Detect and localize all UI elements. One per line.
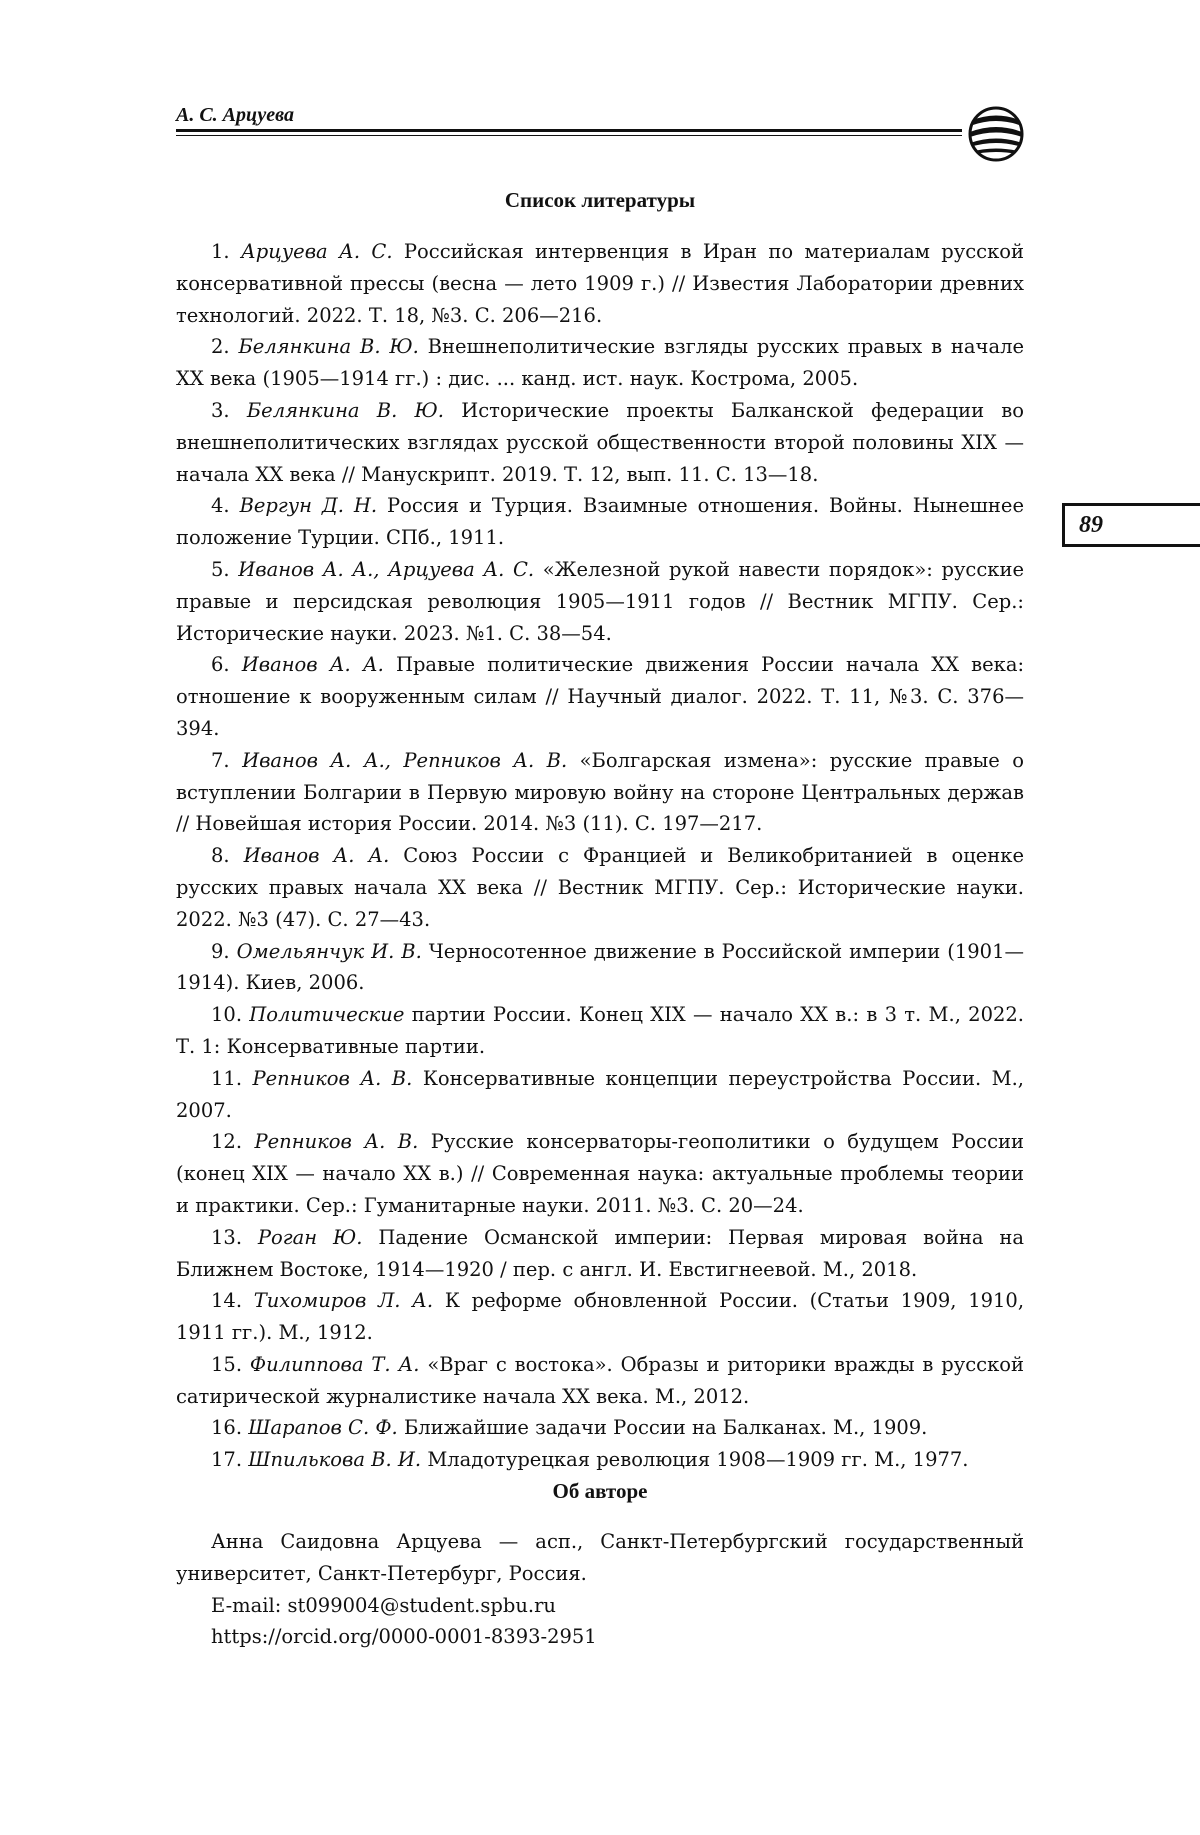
author-email: E-mail: st099004@student.spbu.ru — [211, 1593, 556, 1617]
reference-item: 15. Филиппова Т. А. «Враг с востока». Образы и риторики вражды в русской сатирической журналистике начала XX века. М., 2012. — [176, 1352, 1025, 1408]
reference-item: 17. Шпилькова В. И. Младотурецкая революция 1908—1909 гг. М., 1977. — [211, 1448, 969, 1472]
reference-item: 6. Иванов А. А. Правые политические движения России начала XX века: отношение к вооруженным силам // Научный диалог. 2022. Т. 11, №3. С. 376—394. — [176, 653, 1025, 740]
reference-author: Политические — [249, 1003, 405, 1027]
header-rule-thin — [176, 135, 962, 136]
reference-item: 12. Репников А. В. Русские консерваторы-геополитики о будущем России (конец XIX — начало XX в.) // Современная наука: актуальные проблемы теории и практики. Сер.: Гуманитарные науки. 2011. №3. С. 20—24. — [176, 1130, 1025, 1217]
page-number: 89 — [1079, 511, 1103, 538]
reference-item: 9. Омельянчук И. В. Черносотенное движение в Российской империи (1901—1914). Киев, 2006. — [176, 939, 1024, 995]
reference-item: 1. Арцуева А. С. Российская интервенция в Иран по материалам русской консервативной прессы (весна — лето 1909 г.) // Известия Лаборатории древних технологий. 2022. Т. 18, №3. С. 206—216. — [176, 240, 1025, 327]
about-author-section — [176, 1526, 1024, 1653]
reference-item: 3. Белянкина В. Ю. Исторические проекты Балканской федерации во внешнеполитических взглядах русской общественности второй половины XIX — начала XX века // Манускрипт. 2019. Т. 12, вып. 11. С. 13—18. — [176, 398, 1024, 486]
reference-author: Филиппова Т. А. — [249, 1352, 420, 1376]
reference-list — [176, 236, 1024, 1476]
reference-author: Иванов А. А. — [243, 844, 390, 868]
waves-sphere-logo-icon — [966, 104, 1026, 164]
reference-author: Иванов А. А., Арцуева А. С. — [238, 557, 535, 581]
author-orcid-link[interactable]: https://orcid.org/0000-0001-8393-2951 — [211, 1625, 597, 1649]
author-bio: Анна Саидовна Арцуева — асп., Санкт-Петербургский государственный университет, Санкт-Петербург, Россия. — [176, 1530, 1024, 1585]
reference-author: Арцуева А. С. — [241, 240, 393, 263]
header-rule-thick — [176, 129, 962, 132]
reference-item: 5. Иванов А. А., Арцуева А. С. «Железной рукой навести порядок»: русские правые и персидская революция 1905—1911 годов // Вестник МГПУ. Сер.: Исторические науки. 2023. №1. С. 38—54. — [176, 557, 1024, 645]
reference-item: 14. Тихомиров Л. А. К реформе обновленной России. (Статьи 1909, 1910, 1911 гг.). М., 1912. — [176, 1289, 1025, 1345]
running-head: А. С. Арцуева — [176, 104, 294, 126]
reference-item: 13. Роган Ю. Падение Османской империи: Первая мировая война на Ближнем Востоке, 1914—1920 / пер. с англ. И. Евстигнеевой. М., 2018. — [176, 1225, 1024, 1281]
references-heading: Список литературы — [504, 188, 696, 212]
reference-author: Репников А. В. — [254, 1130, 419, 1154]
reference-author: Шпилькова В. И. — [248, 1448, 422, 1472]
reference-author: Иванов А. А. — [241, 653, 384, 677]
reference-author: Вергун Д. Н. — [239, 494, 378, 518]
reference-author: Роган Ю. — [257, 1225, 363, 1249]
reference-item: 8. Иванов А. А. Союз России с Францией и Великобританией в оценке русских правых начала XX века // Вестник МГПУ. Сер.: Исторические науки. 2022. №3 (47). С. 27—43. — [176, 844, 1025, 931]
reference-author: Белянкина В. Ю. — [238, 335, 419, 359]
reference-item: 16. Шарапов С. Ф. Ближайшие задачи России на Балканах. М., 1909. — [211, 1416, 928, 1440]
reference-author: Омельянчук И. В. — [236, 939, 422, 963]
reference-item: 4. Вергун Д. Н. Россия и Турция. Взаимные отношения. Войны. Нынешнее положение Турции. СПб., 1911. — [176, 494, 1024, 550]
reference-item: 10. Политические партии России. Конец XIX — начало XX в.: в 3 т. М., 2022. Т. 1: Консервативные партии. — [176, 1003, 1024, 1058]
page-number-box — [1062, 503, 1200, 547]
reference-author: Белянкина В. Ю. — [246, 398, 444, 422]
reference-author: Репников А. В. — [252, 1066, 413, 1090]
reference-item: 2. Белянкина В. Ю. Внешнеполитические взгляды русских правых в начале XX века (1905—1914 гг.) : дис. ... канд. ист. наук. Кострома, 2005. — [176, 335, 1025, 391]
reference-item: 7. Иванов А. А., Репников А. В. «Болгарская измена»: русские правые о вступлении Болгарии в Первую мировую войну на стороне Центральных держав // Новейшая история России. 2014. №3 (11). С. 197—217. — [176, 748, 1025, 836]
reference-author: Иванов А. А., Репников А. В. — [242, 748, 568, 772]
reference-item: 11. Репников А. В. Консервативные концепции переустройства России. М., 2007. — [176, 1066, 1025, 1122]
reference-author: Тихомиров Л. А. — [253, 1289, 434, 1313]
reference-author: Шарапов С. Ф. — [248, 1416, 398, 1440]
about-author-heading: Об авторе — [552, 1479, 648, 1503]
